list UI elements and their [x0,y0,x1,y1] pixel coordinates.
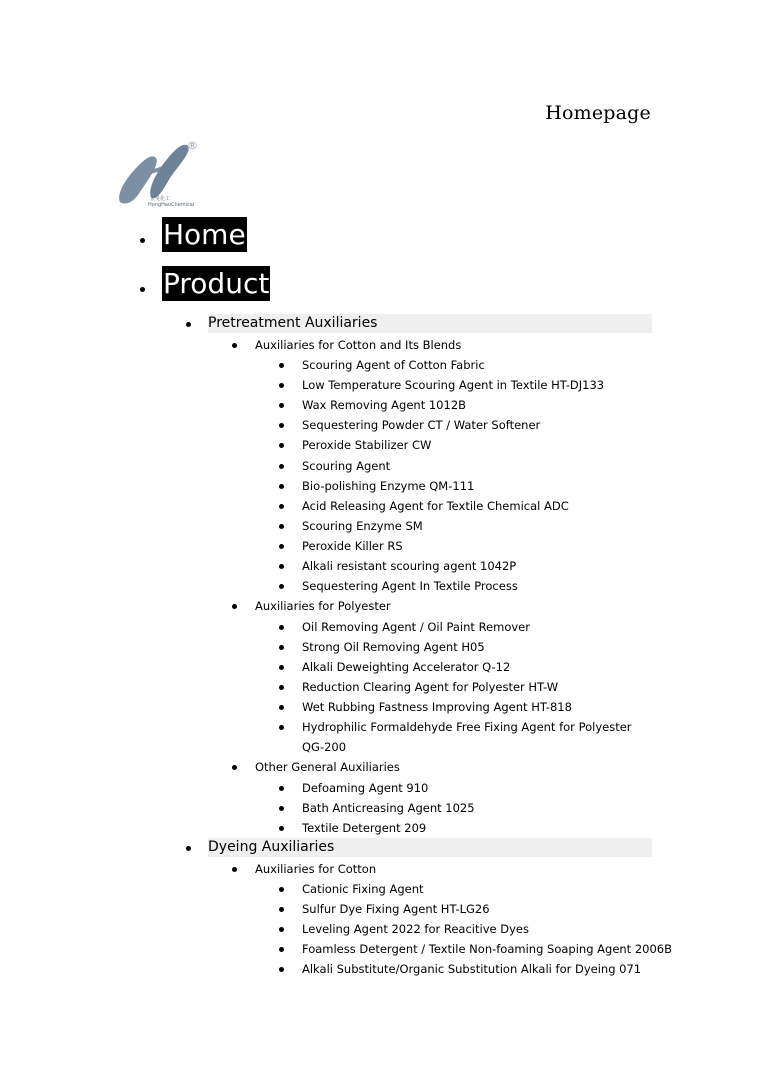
bullet-icon [279,383,284,388]
product-item[interactable]: Bath Anticreasing Agent 1025 [302,801,475,816]
product-item[interactable]: Wax Removing Agent 1012B [302,398,467,413]
bullet-icon [279,907,284,912]
bullet-icon [279,544,284,549]
product-item[interactable]: Cationic Fixing Agent [302,882,424,896]
bullet-icon [279,464,284,469]
bullet-icon [279,705,284,710]
bullet-icon [279,967,284,972]
product-item-continuation[interactable]: QG-200 [302,740,347,754]
bullet-icon [279,645,284,650]
product-item[interactable]: Oil Removing Agent / Oil Paint Remover [302,620,530,634]
bullet-icon [232,604,237,609]
product-item[interactable]: Acid Releasing Agent for Textile Chemical ADC [302,498,569,513]
product-item[interactable]: Wet Rubbing Fastness Improving Agent HT-818 [302,700,572,715]
product-item[interactable]: Sequestering Powder CT / Water Softener [302,418,541,433]
bullet-icon [279,725,284,730]
bullet-icon [279,363,284,368]
bullet-icon [279,524,284,529]
bullet-icon [279,665,284,670]
product-item[interactable]: Alkali Deweighting Accelerator Q-12 [302,660,511,675]
product-item[interactable]: Sequestering Agent In Textile Process [302,579,518,594]
bullet-icon [279,887,284,892]
logo-subcaption: HongHaoChemical [148,202,195,208]
product-item[interactable]: Reduction Clearing Agent for Polyester HT-W [302,680,559,695]
product-item[interactable]: Sulfur Dye Fixing Agent HT-LG26 [302,902,490,917]
bullet-icon [140,238,145,243]
company-logo [112,136,202,210]
category-pretreatment[interactable]: Pretreatment Auxiliaries [208,314,652,333]
product-item[interactable]: Peroxide Stabilizer CW [302,438,432,453]
subcategory-cotton-blends[interactable]: Auxiliaries for Cotton and Its Blends [255,338,462,352]
bullet-icon [279,826,284,831]
product-item[interactable]: Scouring Agent of Cotton Fabric [302,358,485,372]
subcategory-polyester[interactable]: Auxiliaries for Polyester [255,599,391,613]
bullet-icon [232,867,237,872]
product-item[interactable]: Bio-polishing Enzyme QM-111 [302,478,475,493]
bullet-icon [232,343,237,348]
product-item[interactable]: Peroxide Killer RS [302,538,403,553]
product-item[interactable]: Alkali resistant scouring agent 1042P [302,559,517,573]
product-item[interactable]: Alkali Substitute/Organic Substitution Alkali for Dyeing 071 [302,962,642,977]
product-item[interactable]: Strong Oil Removing Agent H05 [302,640,485,655]
subcategory-dyeing-cotton[interactable]: Auxiliaries for Cotton [255,862,377,876]
product-item[interactable]: Scouring Agent [302,458,391,473]
logo-caption: 宏昊化工 [150,196,171,202]
bullet-icon [279,927,284,932]
bullet-icon [279,806,284,811]
product-item[interactable]: Low Temperature Scouring Agent in Textile HT-DJ133 [302,378,605,393]
nav-product[interactable]: Product [163,267,270,300]
bullet-icon [279,504,284,509]
subcategory-general[interactable]: Other General Auxiliaries [255,760,400,774]
bullet-icon [279,947,284,952]
bullet-icon [186,322,191,327]
bullet-icon [279,564,284,569]
product-item[interactable]: Leveling Agent 2022 for Reacitive Dyes [302,922,529,937]
bullet-icon [279,625,284,630]
bullet-icon [279,584,284,589]
bullet-icon [232,765,237,770]
product-item[interactable]: Textile Detergent 209 [302,821,427,836]
bullet-icon [279,484,284,489]
bullet-icon [279,685,284,690]
product-item[interactable]: Defoaming Agent 910 [302,781,429,795]
category-dyeing[interactable]: Dyeing Auxiliaries [208,838,652,857]
product-item[interactable]: Scouring Enzyme SM [302,518,423,533]
bullet-icon [186,846,191,851]
registered-mark: ® [187,139,198,152]
product-item[interactable]: Foamless Detergent / Textile Non-foaming Soaping Agent 2006B [302,942,672,957]
bullet-icon [140,287,145,292]
product-item[interactable]: Hydrophilic Formaldehyde Free Fixing Agent for Polyester [302,720,632,734]
bullet-icon [279,443,284,448]
page-title: Homepage [545,102,651,124]
nav-home[interactable]: Home [163,218,246,251]
bullet-icon [279,403,284,408]
bullet-icon [279,786,284,791]
bullet-icon [279,423,284,428]
